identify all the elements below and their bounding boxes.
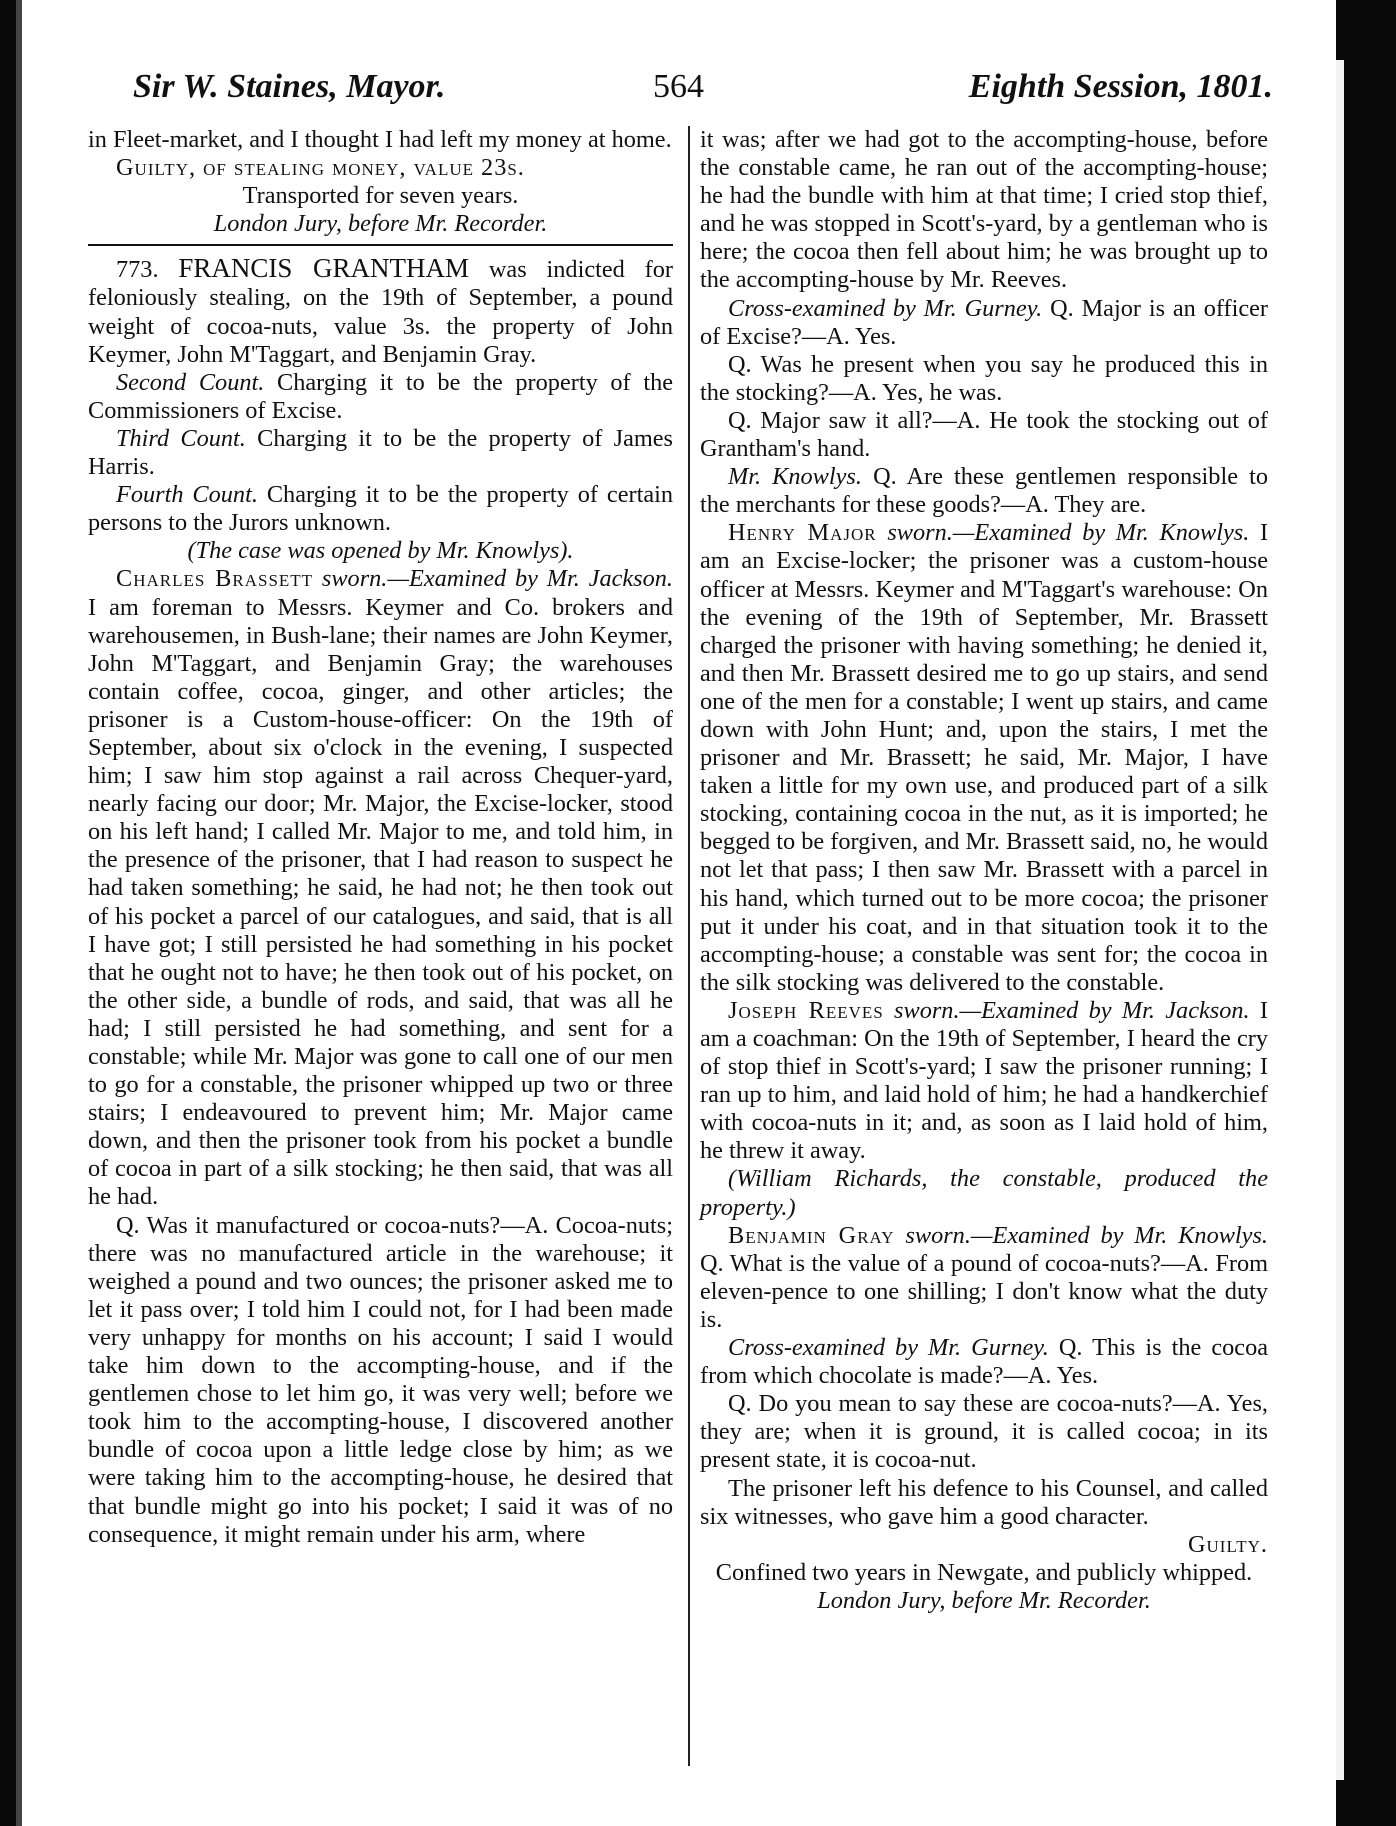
left-column	[88, 126, 673, 1549]
verdict: Guilty.	[1187, 1530, 1268, 1558]
defendant-name: FRANCIS GRANTHAM	[178, 253, 469, 284]
constable-note: (William Richards, the constable, produced the property.)	[700, 1165, 1268, 1221]
indictment-text: was indicted for feloniously stealing, on the 19th of September, a pound weight of cocoa-nuts, value 3s. the property of John Keymer, John M'Taggart, and Benjamin Gray.	[88, 256, 673, 368]
witness-gray: Benjamin Gray sworn.—Examined by Mr. Knowlys. Q. What is the value of a pound of cocoa-nuts?—A. From eleven-pence to one shilling; I don't know what the duty is.	[700, 1221, 1268, 1333]
witness-brassett: Charles Brassett sworn.—Examined by Mr. Jackson. I am foreman to Messrs. Keymer and Co. brokers and warehousemen, in Bush-lane; their names are John Keymer, John M'Taggart, and Benjamin Gray; the warehouses contain coffee, cocoa, ginger, and other articles; the prisoner is a Custom-house-officer: On the 19th of September, about six o'clock in the evening, I suspected him; I saw him stop against a rail across Chequer-yard, nearly facing our door; Mr. Major, the Excise-locker, stood on his left hand; I called Mr. Major to me, and told him, in the presence of the prisoner, that I had reason to suspect he had taken something; he said, he had not; he then took out of his pocket a parcel of our catalogues, and said, that is all I have got; I still persisted he had something in his pocket that he ought not to have; he then took out of his pocket, on the other side, a bundle of rods, and said, that was all he had; I still persisted he had something, and sent for a constable; while Mr. Major was gone to call one of our men to go for a constable, the prisoner whipped up two or three stairs; I endeavoured to prevent him; Mr. Major came down, and then the prisoner took from his pocket a bundle of cocoa in part of a silk stocking; he then said, that was all he had.	[88, 565, 673, 1211]
case-divider	[88, 244, 673, 246]
header-mayor: Sir W. Staines, Mayor.	[133, 68, 446, 105]
column-divider	[688, 126, 690, 1766]
witness-major: Henry Major sworn.—Examined by Mr. Knowlys. I am an Excise-locker; the prisoner was a custom-house officer at Messrs. Keymer and M'Taggart's warehouse: On the evening of the 19th of September, Mr. Brassett charged the prisoner with having something; he denied it, and then Mr. Brassett desired me to go up stairs, and send one of the men for a constable; I went up stairs, and came down with John Hunt; and, upon the stairs, I met the prisoner and Mr. Brassett; he said, Mr. Major, I have taken a little for my own use, and produced part of a silk stocking, containing cocoa in the nut, as it is imported; he begged to be forgiven, and Mr. Brassett said, no, he would not let that pass; I then saw Mr. Brassett with a parcel in his hand, which turned out to be more cocoa; the prisoner put it under his coat, and in that situation took it to the accompting-house; a constable was sent for; the cocoa in the silk stocking was delivered to the constable.	[700, 519, 1269, 996]
knowlys-question: Mr. Knowlys. Q. Are these gentlemen responsible to the merchants for these goods?—A. They are.	[700, 463, 1268, 519]
testimony-continuation: it was; after we had got to the accompting-house, before the constable came, he ran out of the accompting-house; he had the bundle with him at that time; I cried stop thief, and he was stopped in Scott's-yard, by a gentleman who is here; the cocoa then fell about him; he was brought up to the accompting-house by Mr. Reeves.	[700, 126, 1268, 294]
case-opened-note: (The case was opened by Mr. Knowlys).	[187, 537, 574, 565]
defence-statement: The prisoner left his defence to his Counsel, and called six witnesses, who gave him a good character.	[700, 1474, 1268, 1530]
carryover-text: in Fleet-market, and I thought I had left my money at home.	[88, 126, 672, 153]
scan-edge-left-shadow	[16, 0, 22, 1826]
page-number: 564	[653, 68, 704, 105]
jury: London Jury, before Mr. Recorder.	[817, 1586, 1151, 1614]
fourth-count: Fourth Count. Charging it to be the property of certain persons to the Jurors unknown.	[88, 481, 673, 537]
document-page	[88, 58, 1273, 1798]
scan-edge-right	[1336, 0, 1396, 1826]
third-count: Third Count. Charging it to be the property of James Harris.	[88, 424, 674, 481]
scan-edge-right-gap	[1336, 60, 1344, 1780]
question-present: Q. Was he present when you say he produced this in the stocking?—A. Yes, he was.	[700, 350, 1268, 406]
witness-reeves: Joseph Reeves sworn.—Examined by Mr. Jackson. I am a coachman: On the 19th of September, I heard the cry of stop thief in Scott's-yard; I saw the prisoner running; I ran up to him, and laid hold of him; he had a handkerchief with cocoa-nuts in it; and, as soon as I laid hold of him, he threw it away.	[700, 996, 1269, 1165]
cross-exam-gurney-1: Cross-examined by Mr. Gurney. Q. Major is an officer of Excise?—A. Yes.	[700, 294, 1268, 350]
scan-edge-left	[0, 0, 16, 1826]
case-number: 773.	[116, 256, 159, 284]
right-column	[700, 126, 1268, 1615]
case-heading	[88, 254, 673, 368]
running-header	[133, 68, 1273, 118]
second-count: Second Count. Charging it to be the property of the Commissioners of Excise.	[88, 368, 673, 424]
sentence-prev: Transported for seven years.	[242, 182, 519, 210]
question-cocoa-nuts: Q. Do you mean to say these are cocoa-nuts?—A. Yes, they are; when it is ground, it is called cocoa; in its present state, it is cocoa-nut.	[700, 1390, 1268, 1474]
question-manufactured: Q. Was it manufactured or cocoa-nuts?—A. Cocoa-nuts; there was no manufactured article in the warehouse; it weighed a pound and two ounces; the prisoner asked me to let it pass over; I told him I could not, for I had been made very unhappy for months on his account; I said I would take him down to the accompting-house, and if the gentlemen chose to let him go, it was very well; before we took him to the accompting-house, I discovered another bundle of cocoa upon a little ledge close by him; as we were taking him to the accompting-house, he desired that that bundle might go into his pocket; I said it was of no consequence, it might remain under his arm, where	[88, 1211, 673, 1548]
sentence: Confined two years in Newgate, and publicly whipped.	[715, 1558, 1253, 1586]
verdict-prev: Guilty, of stealing money, value 23s.	[116, 154, 525, 182]
cross-exam-gurney-2: Cross-examined by Mr. Gurney. Q. This is the cocoa from which chocolate is made?—A. Yes.	[700, 1334, 1269, 1390]
question-saw-all: Q. Major saw it all?—A. He took the stocking out of Grantham's hand.	[700, 406, 1268, 463]
header-session: Eighth Session, 1801.	[968, 68, 1273, 105]
jury-prev: London Jury, before Mr. Recorder.	[213, 210, 548, 238]
